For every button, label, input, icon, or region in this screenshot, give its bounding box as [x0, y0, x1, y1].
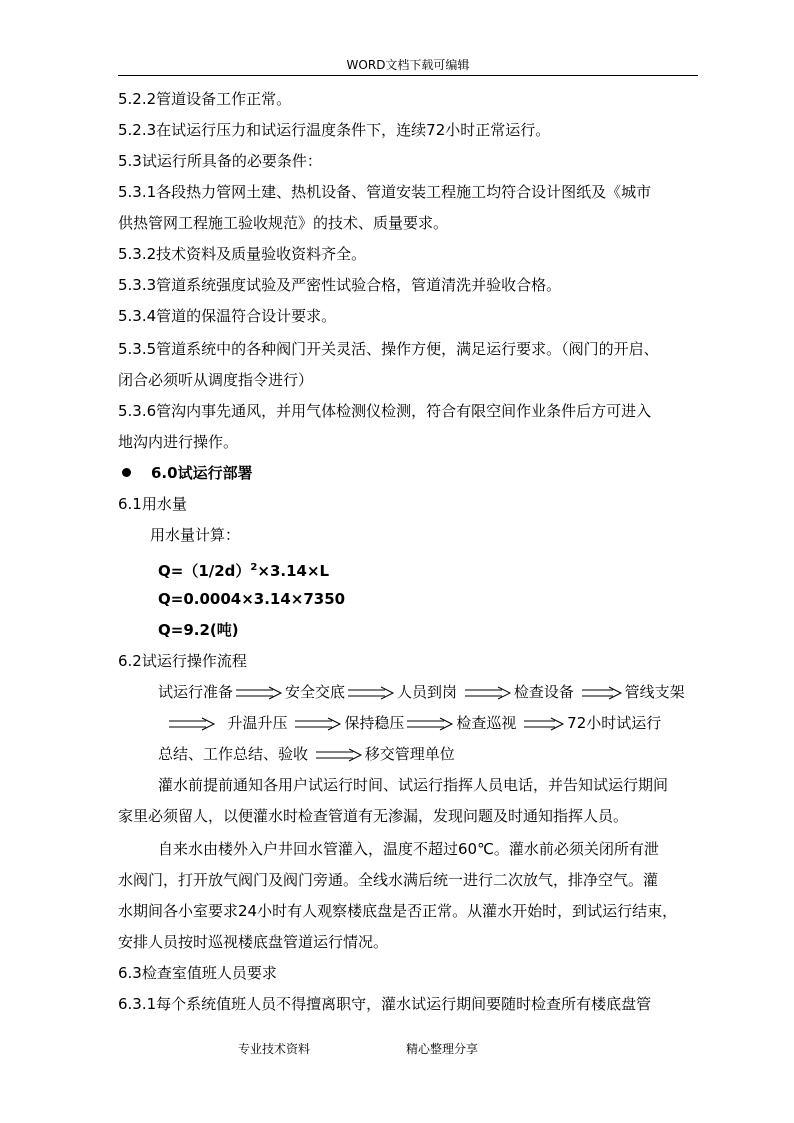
flow-row: [158, 681, 748, 703]
flow-row: [158, 743, 748, 765]
flow-step: 检查设备: [513, 683, 574, 701]
double-arrow-icon: [464, 686, 512, 700]
formula-line: Q=9.2(吨): [158, 621, 239, 639]
paragraph-line: 水期间各小室要求24小时有人观察楼底盘是否正常。从灌水开始时，到试运行结束，: [118, 902, 678, 920]
flow-step: 人员到岗: [397, 683, 458, 701]
formula-exponent: 2: [250, 562, 258, 573]
header-rule: [118, 75, 698, 76]
double-arrow-icon: [235, 686, 283, 700]
paragraph-line: 自来水由楼外入户井回水管灌入，温度不超过60℃。灌水前必须关闭所有泄: [158, 840, 659, 858]
double-arrow-icon: [294, 717, 342, 731]
flow-step: 升温升压: [227, 714, 288, 732]
text-line: 5.3.2技术资料及质量验收资料齐全。: [118, 245, 367, 263]
section-title: [118, 462, 708, 484]
paragraph-line: 水阀门，打开放气阀门及阀门旁通。全线水满后统一进行二次放气，排净空气。灌: [118, 871, 659, 889]
flow-step: 检查巡视: [456, 714, 517, 732]
text-line: 5.3.6管沟内事先通风，并用气体检测仪检测，符合有限空间作业条件后方可进入: [118, 402, 652, 420]
formula-line: [158, 557, 748, 579]
double-arrow-icon: [315, 748, 363, 762]
flow-step: 保持稳压: [344, 714, 405, 732]
text-line: 地沟内进行操作。: [118, 433, 239, 451]
text-line: 5.3.5管道系统中的各种阀门开关灵活、操作方便，满足运行要求。（阀门的开启、: [118, 340, 659, 358]
flow-step: 安全交底: [285, 683, 346, 701]
section-title-text: 6.0试运行部署: [151, 464, 253, 482]
footer-right: 精心整理分享: [406, 1042, 479, 1056]
double-arrow-icon: [523, 717, 565, 731]
text-line: 闭合必须听从调度指令进行）: [118, 371, 314, 389]
text-line: 5.3.4管道的保温符合设计要求。: [118, 307, 337, 325]
subsection-heading: 6.1用水量: [118, 495, 187, 513]
text-line: 用水量计算：: [150, 526, 241, 544]
flow-step: 管线支架: [624, 683, 685, 701]
text-line: 5.3.3管道系统强度试验及严密性试验合格，管道清洗并验收合格。: [118, 276, 562, 294]
bullet-icon: [122, 468, 131, 477]
subsection-heading: 6.3检查室值班人员要求: [118, 964, 277, 982]
flow-step: 总结、工作总结、验收: [158, 745, 309, 763]
text-line: 5.2.2管道设备工作正常。: [118, 90, 292, 108]
text-line: 5.2.3在试运行压力和试运行温度条件下，连续72小时正常运行。: [118, 121, 551, 139]
double-arrow-icon: [347, 686, 395, 700]
double-arrow-icon: [406, 717, 454, 731]
subsection-heading: 6.2试运行操作流程: [118, 652, 247, 670]
text-line: 5.3.1各段热力管网土建、热机设备、管道安装工程施工均符合设计图纸及《城市: [118, 183, 652, 201]
double-arrow-icon: [168, 717, 216, 731]
paragraph-line: 灌水前提前通知各用户试运行时间、试运行指挥人员电话，并告知试运行期间: [158, 776, 669, 794]
formula-part: Q=（1/2d）: [158, 562, 251, 580]
formula-line: Q=0.0004×3.14×7350: [158, 590, 346, 608]
flow-step: 移交管理单位: [364, 745, 455, 763]
paragraph-line: 家里必须留人，以便灌水时检查管道有无渗漏，发现问题及时通知指挥人员。: [118, 807, 629, 825]
footer-left: 专业技术资料: [238, 1042, 311, 1056]
flow-step: 72小时试运行: [567, 714, 662, 732]
flow-row: [166, 712, 756, 734]
flow-step: 试运行准备: [158, 683, 234, 701]
paragraph-line: 6.3.1每个系统值班人员不得擅离职守，灌水试运行期间要随时检查所有楼底盘管: [118, 995, 652, 1013]
section-heading: 5.3试运行所具备的必要条件：: [118, 152, 322, 170]
paragraph-line: 安排人员按时巡视楼底盘管道运行情况。: [118, 933, 389, 951]
formula-part: ×3.14×L: [257, 562, 330, 580]
text-line: 供热管网工程施工验收规范》的技术、质量要求。: [118, 214, 449, 232]
page-header: WORD文档下载可编辑: [346, 58, 470, 72]
double-arrow-icon: [581, 686, 623, 700]
